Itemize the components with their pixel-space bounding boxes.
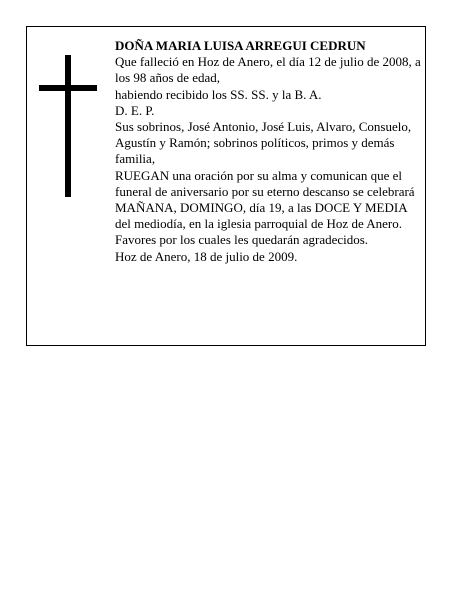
family-line: Sus sobrinos, José Antonio, José Luis, Alvaro, Consuelo, Agustín y Ramón; sobrinos políticos, primos y demás familia, <box>115 119 412 167</box>
deceased-name: DOÑA MARIA LUISA ARREGUI CEDRUN <box>115 38 366 53</box>
obituary-notice <box>26 26 426 346</box>
sacraments-line: habiendo recibido los SS. SS. y la B. A. <box>115 86 322 102</box>
cross-icon <box>39 55 97 197</box>
place-date-line: Hoz de Anero, 18 de julio de 2009. <box>115 248 298 264</box>
notice-text <box>115 38 423 265</box>
cross-vertical-bar <box>65 55 71 197</box>
cross-horizontal-bar <box>39 85 97 91</box>
request-paragraph: RUEGAN una oración por su alma y comunican que el funeral de aniversario por su eterno descanso se celebrará MAÑANA, DOMINGO, día 19, a las DOCE Y MEDIA del mediodía, en la iglesia parroquial de Hoz de Anero. Favores por los cuales les quedarán agradecidos. <box>115 167 415 248</box>
rip-line: D. E. P. <box>115 102 155 118</box>
death-details: Que falleció en Hoz de Anero, el día 12 de julio de 2008, a los 98 años de edad, <box>115 54 421 86</box>
